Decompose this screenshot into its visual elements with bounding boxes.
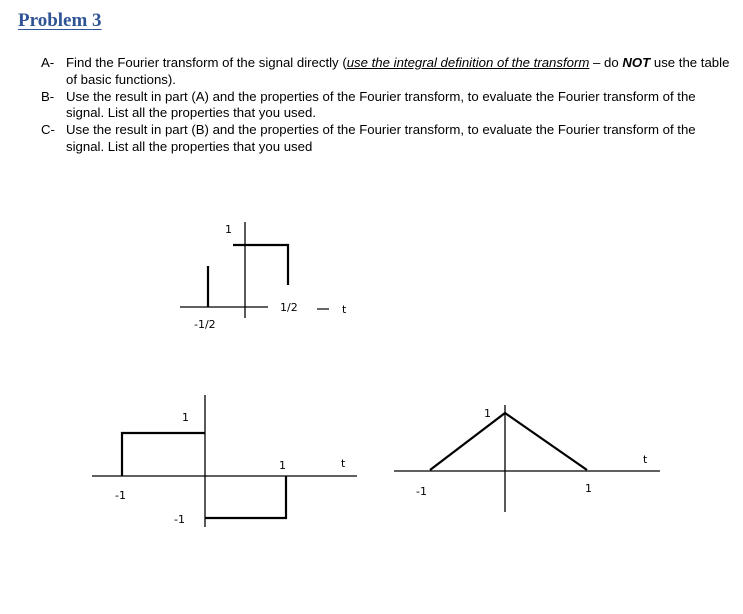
problem-title: Problem 3 — [18, 10, 102, 31]
square-wave-amp-neg-label: -1 — [174, 513, 185, 526]
triangle-peak-label: 1 — [484, 407, 491, 420]
rect-pulse-amp-label: 1 — [225, 223, 232, 236]
item-c-letter: C- — [41, 122, 55, 138]
square-wave-left-label: -1 — [115, 489, 126, 502]
square-wave-amp-pos-label: 1 — [182, 411, 189, 424]
square-wave-axis-label: t — [341, 457, 346, 470]
rect-pulse-signal-top — [233, 245, 288, 285]
item-a-underlined: use the integral definition of the transform — [346, 55, 590, 70]
square-wave-right-label: 1 — [279, 459, 286, 472]
item-b-text: Use the result in part (A) and the properties of the Fourier transform, to evaluate the Fourier transform of the signal. List all the properties that you used. — [66, 88, 696, 121]
rect-pulse-left-label: -1/2 — [194, 318, 216, 331]
triangle-axis-label: t — [643, 453, 648, 466]
item-b-letter: B- — [41, 88, 55, 104]
triangle-left-label: -1 — [416, 485, 427, 498]
square-wave-figure — [92, 395, 357, 527]
item-a-bold: NOT — [622, 55, 651, 70]
rect-pulse-figure — [180, 222, 329, 318]
triangle-signal — [430, 413, 587, 470]
square-wave-pos-part — [122, 433, 205, 476]
item-a-text: Find the Fourier transform of the signal directly (use the integral definition of the transform – do NOT use the table of basic functions). — [66, 55, 730, 87]
rect-pulse-right-label: 1/2 — [280, 301, 298, 314]
triangle-right-label: 1 — [585, 482, 592, 495]
rect-pulse-axis-label: t — [342, 303, 347, 316]
item-a-letter: A- — [41, 55, 55, 70]
item-c-text: Use the result in part (B) and the properties of the Fourier transform, to evaluate the Fourier transform of the signal. List all the properties that you used — [66, 122, 696, 154]
square-wave-neg-part — [205, 476, 286, 518]
triangle-figure — [394, 405, 660, 512]
